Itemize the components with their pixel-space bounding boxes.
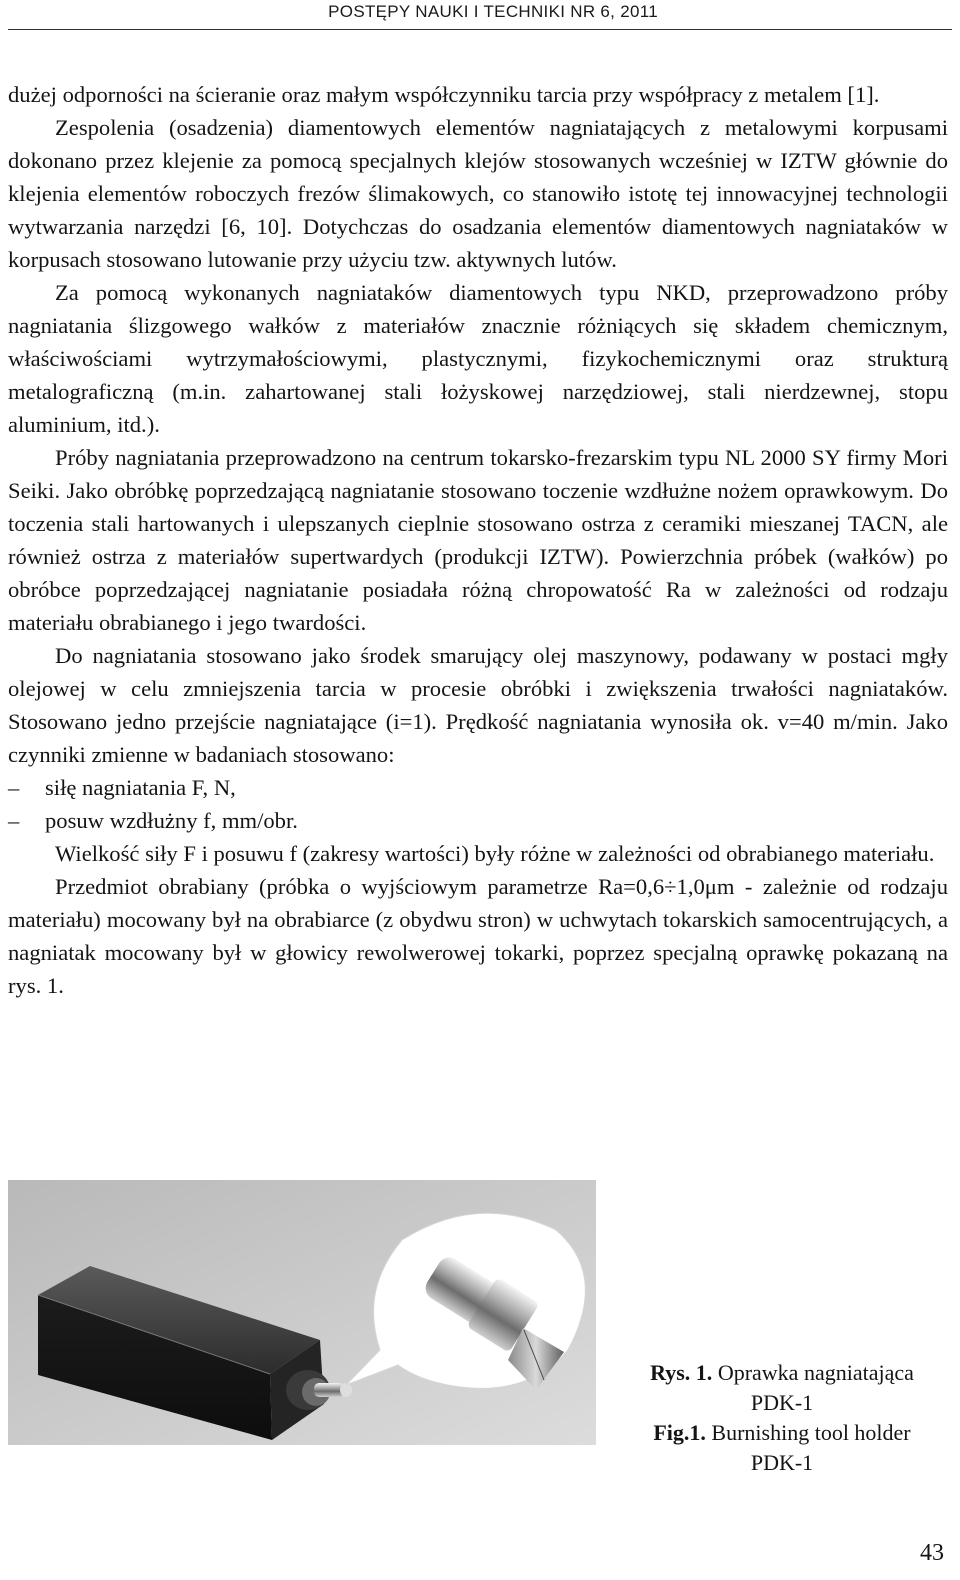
paragraph: Próby nagniatania przeprowadzono na centrum tokarsko-frezarskim typu NL 2000 SY firmy Mori Seiki. Jako obróbkę poprzedzającą nagniatanie stosowano toczenie wzdłużne nożem oprawkowym. Do toczenia stali hartowanych i ulepszanych cieplnie stosowano ostrza z ceramiki mieszanej TACN, ale również ostrza z materiałów supertwardych (produkcji IZTW). Powierzchnia próbek (wałków) po obróbce poprzedzającej nagniatanie posiadała różną chropowatość Ra w zależności od rodzaju materiału obrabianego i jego twardości. — [8, 445, 948, 635]
page-number: 43 — [920, 1540, 944, 1566]
list-item-text: siłę nagniatania F, N, — [45, 775, 236, 800]
running-header: POSTĘPY NAUKI I TECHNIKI NR 6, 2011 — [328, 2, 658, 21]
paragraph: Za pomocą wykonanych nagniataków diamentowych typu NKD, przeprowadzono próby nagniatania ślizgowego wałków z materiałów znacznie różniących się składem chemicznym, właściwościami wytrzymałościowymi, plastycznymi, fizykochemicznymi oraz strukturą metalograficzną (m.in. zahartowanej stali łożyskowej narzędziowej, stali nierdzewnej, stopu aluminium, itd.). — [8, 280, 948, 437]
caption-en-label: Fig.1. — [653, 1420, 706, 1445]
article-body — [8, 78, 948, 1002]
caption-en-line — [612, 1418, 952, 1448]
header-rule — [8, 29, 952, 30]
list-item-text: posuw wzdłużny f, mm/obr. — [45, 808, 298, 833]
list-item — [8, 804, 948, 837]
list-marker: – — [8, 775, 20, 800]
caption-en-text-2: PDK-1 — [750, 1450, 814, 1475]
caption-pl-text-2: PDK-1 — [750, 1390, 814, 1415]
caption-pl-text: Oprawka nagniatająca — [717, 1360, 914, 1385]
paragraph: Zespolenia (osadzenia) diamentowych elementów nagniatających z metalowymi korpusami dokonano przez klejenie za pomocą specjalnych klejów stosowanych wcześniej w IZTW głównie do klejenia elementów roboczych frezów ślimakowych, co stanowiło istotę tej innowacyjnej technologii wytwarzania narzędzi [6, 10]. Dotychczas do osadzania elementów diamentowych nagniataków w korpusach stosowano lutowanie przy użyciu tzw. aktywnych lutów. — [8, 115, 948, 272]
variables-list — [8, 771, 948, 837]
paragraph: dużej odporności na ścieranie oraz małym współczynniku tarcia przy współpracy z metalem [1]. — [8, 82, 880, 107]
caption-pl-line — [612, 1358, 952, 1388]
paragraph: Wielkość siły F i posuwu f (zakresy wartości) były różne w zależności od obrabianego materiału. — [55, 841, 935, 866]
paragraph: Do nagniatania stosowano jako środek smarujący olej maszynowy, podawany w postaci mgły olejowej w celu zmniejszenia tarcia w procesie obróbki i zwiększenia trwałości nagniataków. Stosowano jedno przejście nagniatające (i=1). Prędkość nagniatania wynosiła ok. v=40 m/min. Jako czynniki zmienne w badaniach stosowano: — [8, 643, 948, 767]
figure-caption — [612, 1358, 952, 1478]
caption-pl-label: Rys. 1. — [650, 1360, 713, 1385]
caption-en-text: Burnishing tool holder — [711, 1420, 911, 1445]
paragraph: Przedmiot obrabiany (próbka o wyjściowym parametrze Ra=0,6÷1,0μm - zależnie od rodzaju materiału) mocowany był na obrabiarce (z obydwu stron) w uchwytach tokarskich samocentrujących, a nagniatak mocowany był w głowicy rewolwerowej tokarki, poprzez specjalną oprawkę pokazaną na rys. 1. — [8, 874, 948, 998]
list-item — [8, 771, 948, 804]
list-marker: – — [8, 808, 20, 833]
tool-holder-photo — [8, 1180, 596, 1445]
